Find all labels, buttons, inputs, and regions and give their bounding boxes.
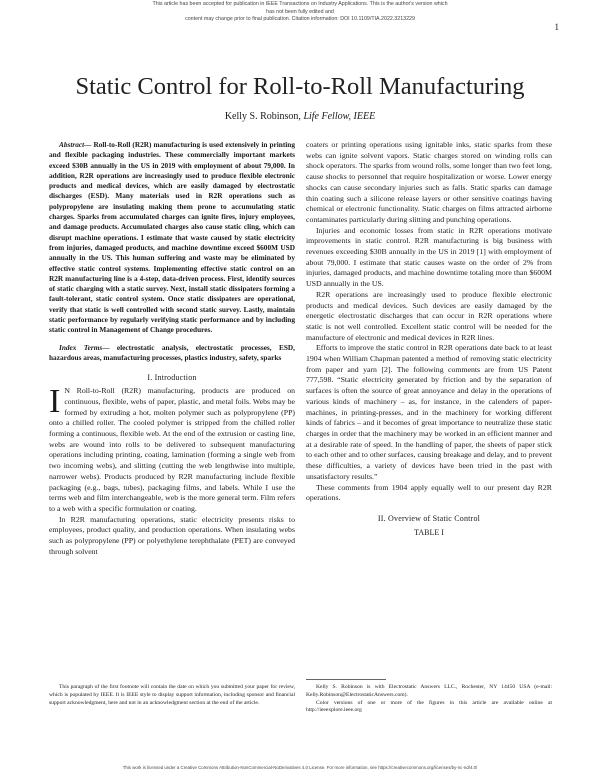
footnote-affiliation: Kelly S. Robinson is with Electrostatic Answers LLC., Rochester, NY 14450 USA (e-mail: Kelly.Robinson@ElectrostaticAnswers.com).: [306, 684, 552, 698]
section-heading-overview: II. Overview of Static Control: [377, 513, 481, 523]
right-paragraph-1: coaters or printing operations using ignitable inks, static sparks from these webs can ignite solvent vapors. Static charges stored on winding rolls can shock operators. The sparks from wound rolls, some longer than two feet long, cause shocks to personnel that require hospitalization or worse. Lower energy shocks can cause secondary injuries such as falls. Static sparks can damage thin coating such a silicone release layers or other sensitive coatings having chemical or electronic functionality. Static charges on films attracted airborne contaminates particularly during slitting and punching operations.: [306, 140, 552, 224]
drop-cap: I: [49, 383, 61, 421]
right-paragraph-4: Efforts to improve the static control in R2R operations date back to at least 1904 when William Chapman patented a method of removing static electricity from paper and yarn [2]. The following comments are from US Patent 777,598. “Static electricity generated by friction and by the separation of surfaces is often the source of great annoyance and delay in the operations of various kinds of machinery – as, for instance, in the calenders of paper-machines, in printing-presses, and in the machinery for working different kinds of fabrics – and it becomes of great importance to neutralize these static charges in order that the machinery may be worked in an efficient manner and at a desirable rate of speed. In the handling of paper, the sheets of paper stick to each other and to other surfaces, causing breakage and delay, and to prevent these difficulties, a variety of devices have been tried in the past with unsatisfactory results.”: [306, 343, 552, 481]
introduction-paragraph-2: In R2R manufacturing operations, static electricity presents risks to employees, product quality, and production operations. When insulating webs such as polypropylene (PP) or polyethylene terephthalate (PET) are conveyed through solvent: [49, 514, 295, 556]
footnote-color-note: Color versions of one or more of the figures in this article are available online at http://ieeexplore.ieee.org: [306, 699, 552, 714]
paper-title: Static Control for Roll-to-Roll Manufacturing: [75, 73, 525, 100]
author-line: [0, 111, 600, 122]
abstract-label: Abstract: [59, 140, 85, 149]
left-column: [49, 140, 295, 557]
introduction-body: [49, 383, 295, 557]
footnote-affiliation-block: [306, 684, 552, 715]
footnote-submission: This paragraph of the first footnote will contain the date on which you submitted your paper for review, which is populated by IEEE. It is IEEE style to display support information, including sponsor and financial support acknowledgment, here and not in an acknowledgment section at the end of the article.: [49, 684, 295, 706]
table-heading: TABLE I: [414, 527, 444, 537]
section-heading-introduction: I. Introduction: [147, 373, 197, 383]
index-terms-label: Index Terms: [59, 342, 103, 352]
footnote-divider: [306, 679, 386, 680]
license-banner: This work is licensed under a Creative Commons Attribution-NonCommercial-NoDerivatives 4.0 License. For more information, see https://creativecommons.org/licenses/by-nc-nd/4.0/: [122, 765, 478, 770]
introduction-paragraph-1: [49, 383, 295, 514]
abstract: [49, 140, 295, 336]
abstract-text: — Roll-to-Roll (R2R) manufacturing is used extensively in printing and flexible packaging industries. These commercially important markets exceed $30B annually in the US in 2019 with employment of about 79,000. In addition, R2R operations are increasingly used to produce flexible electronic products and medical devices, which are easily damaged by electrostatic discharges (ESD). Many materials used in R2R operations such as polypropylene are insulating making them prone to accumulating static charges. Sparks from accumulated charges can ignite fires, injury employees, and damage products. Accumulated charges also cause static cling, which can disrupt machine operations. I estimate that waste caused by static electricity from injuries, damaged products, and machine downtime exceed $600M USD annually in the US. This human suffering and waste may be eliminated by effective static control systems. Implementing effective static control on an R2R manufacturing line is a 4-step, data-driven process. First, identify sources of static charging with a static survey. Next, install static dissipaters forming a fault-tolerant, static control system. Once static dissipaters are operational, verify that static is well controlled with second static survey. Lastly, maintain static performance by regularly verifying static performance and by including static control in Management of Change procedures.: [49, 140, 295, 335]
right-paragraph-2: Injuries and economic losses from static in R2R operations motivate improvements in static control. R2R manufacturing is big business with revenues exceeding $30B annually in the US in 2019 [1] with employment of about 79,000. I estimate that static causes waste on the order of 2% from injuries, damaged products, and machine downtime totaling more than $600M USD annually in the US.: [306, 225, 552, 289]
publication-banner: [150, 1, 450, 24]
index-terms-text: — electrostatic analysis, electrostatic processes, ESD, hazardous areas, manufacturing processes, plastics industry, safety, sparks: [49, 342, 296, 362]
right-column: [306, 140, 552, 539]
author-name: Kelly S. Robinson,: [224, 111, 304, 122]
right-paragraph-3: R2R operations are increasingly used to produce flexible electronic products and medical devices. Such devices are easily damaged by the energetic electrostatic discharges that can occur in R2R operations where static is not well controlled. Excellent static control will be needed for the manufacture of electronic and medical devices in R2R lines.: [306, 289, 552, 342]
page-number: 1: [554, 22, 559, 32]
introduction-paragraph-1-text: N Roll-to-Roll (R2R) manufacturing, products are produced on continuous, flexible, webs of paper, plastic, and metal foils. Webs may be formed by extruding a hot, molten polymer such as polypropylene (PP) onto a chilled roller. The cooled polymer is stripped from the chilled roller forming a continuous, flexible web. At the end of the extrusion or casting line, webs are wound into rolls to be delivered to subsequent manufacturing operations including printing, coating, lamination (forming a single web from two incoming webs), and slitting (cutting the web lengthwise into multiple, narrower webs). Products produced by R2R manufacturing include flexible packaging (e.g., bags, tubes), packaging films, and labels. While I use the terms web and film interchangeable, web is the more general term. Film refers to a web with a specific formulation or coating.: [49, 386, 295, 513]
index-terms: [49, 343, 295, 364]
banner-line-2: content may change prior to final publication. Citation information: DOI 10.1109/TIA.2022.3213229: [185, 16, 415, 22]
author-affiliation: Life Fellow, IEEE: [303, 111, 376, 122]
right-paragraph-5: These comments from 1904 apply equally well to our present day R2R operations.: [306, 482, 552, 503]
banner-line-1: This article has been accepted for publication in IEEE Transactions on Industry Applications. This is the author's version which has not been fully edited and: [152, 1, 448, 15]
